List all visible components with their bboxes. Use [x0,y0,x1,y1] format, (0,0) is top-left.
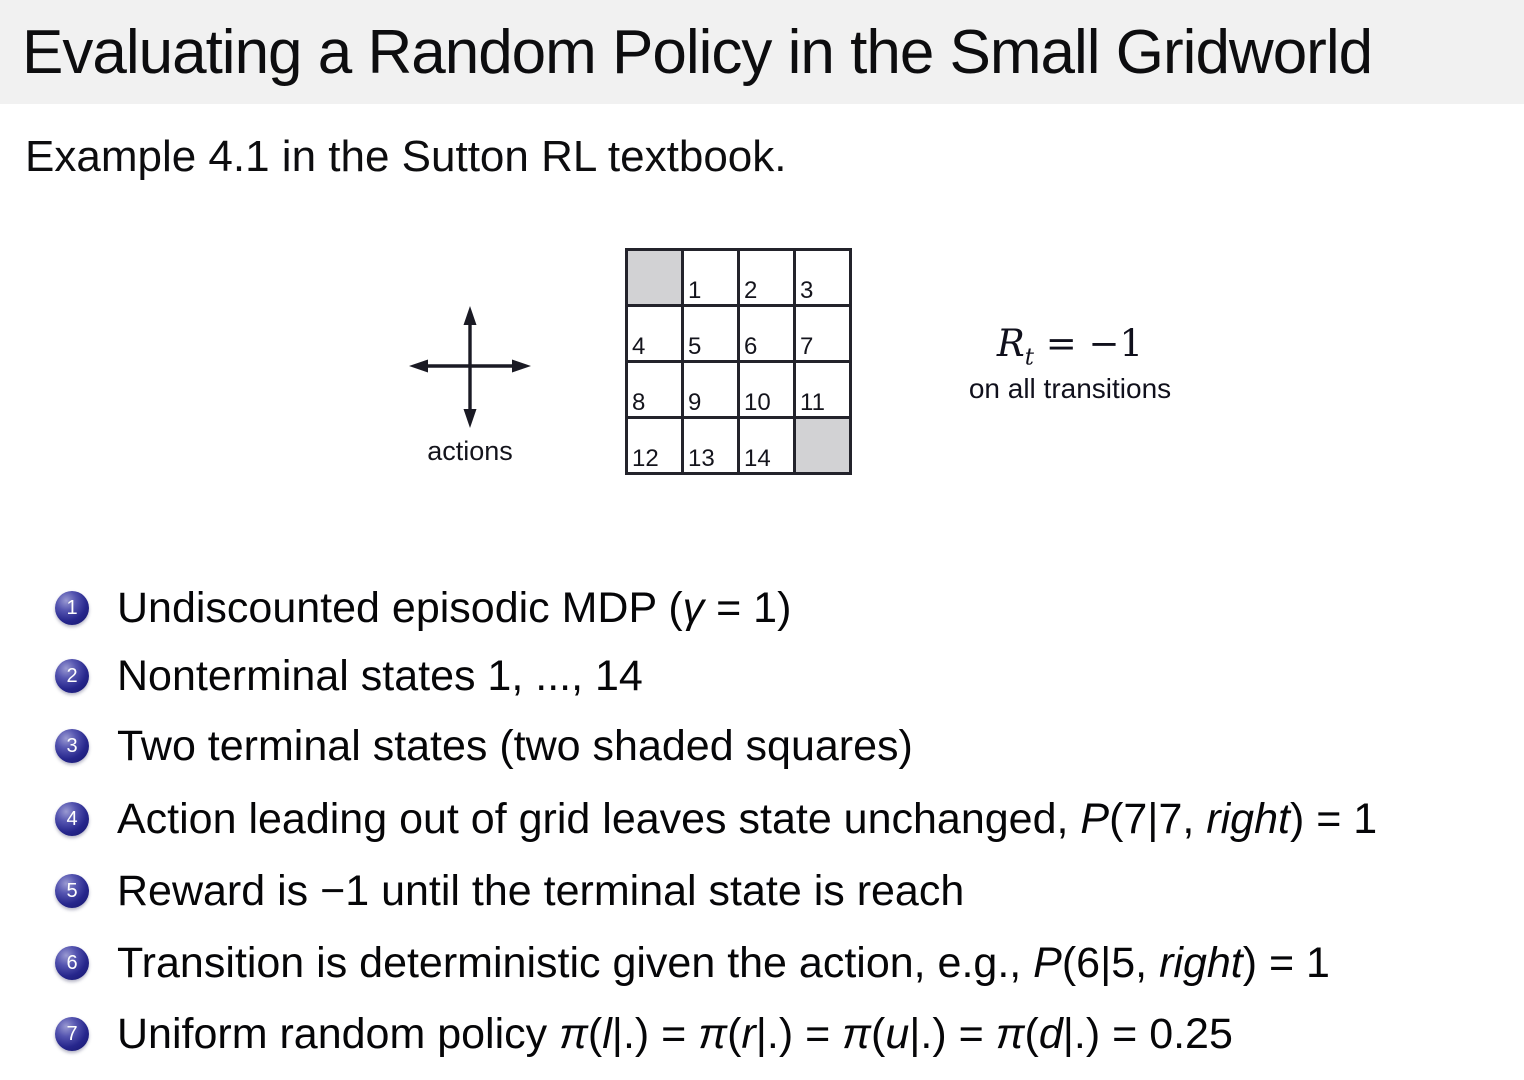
grid-cell-3: 3 [795,250,851,306]
math-pi: π [698,1009,728,1058]
slide-title-bar [0,0,1524,104]
enumeration-ball-icon [55,802,89,836]
list-item-5 [55,866,965,915]
grid-cell-14: 14 [739,418,795,474]
list-item-7 [55,1009,1233,1058]
grid-cell-4: 4 [627,306,683,362]
enumeration-ball-icon [55,659,89,693]
reward-var: R [996,322,1025,365]
text-segment: |.) = [611,1009,699,1058]
text-segment: = 1) [704,583,792,632]
grid-cell-6: 6 [739,306,795,362]
list-item-text [117,584,791,633]
ball-number: 5 [66,880,78,902]
reward-formula [900,322,1240,370]
list-item-3 [55,721,913,770]
list-item-text [117,1010,1233,1059]
grid-cell-2: 2 [739,250,795,306]
reward-annotation [900,322,1240,405]
enumeration-ball-icon [55,729,89,763]
list-item-1 [55,583,792,632]
grid-cell-1: 1 [683,250,739,306]
gridworld-grid [625,248,852,475]
slide-title: Evaluating a Random Policy in the Small Gridworld [22,17,1373,87]
text-segment: Action leading out of grid leaves state unchanged, [117,794,1081,843]
grid-row [627,250,851,306]
list-item-6 [55,938,1330,987]
text-segment: ( [727,1009,742,1058]
grid-cell-7: 7 [795,306,851,362]
text-segment: Nonterminal states 1, ..., 14 [117,651,643,700]
text-segment: |.) = [909,1009,996,1058]
slide-subtitle: Example 4.1 in the Sutton RL textbook. [25,132,787,181]
ball-number: 3 [66,735,78,757]
text-segment: ( [870,1009,886,1058]
ball-number: 1 [66,597,78,619]
grid-cell-11: 11 [795,362,851,418]
grid-row [627,362,851,418]
math-u: u [885,1009,910,1058]
list-item-text [117,795,1377,844]
grid-row [627,306,851,362]
actions-label: actions [427,436,513,466]
grid-cell-5: 5 [683,306,739,362]
math-pi: π [842,1009,871,1058]
list-item-text [117,722,913,771]
text-segment: ) = 1 [1289,794,1378,843]
text-segment: ( [1024,1009,1039,1058]
grid-cell-10: 10 [739,362,795,418]
text-segment: Two terminal states (two shaded squares) [117,721,913,770]
list-item-text [117,939,1330,988]
math-r: r [741,1009,756,1058]
list-item-text [117,867,964,916]
math-right: right [1206,794,1290,843]
grid-cell-9: 9 [683,362,739,418]
math-l: l [602,1009,612,1058]
text-segment: Uniform random policy [117,1009,560,1058]
enumeration-ball-icon [55,946,89,980]
reward-caption: on all transitions [968,373,1172,405]
math-gamma: γ [682,583,705,632]
ball-number: 4 [66,808,78,830]
text-segment: (7|7, [1109,794,1207,843]
text-segment: Transition is deterministic given the action, e.g., [117,938,1034,987]
actions-cross-icon [403,302,537,432]
text-segment: ( [587,1009,603,1058]
text-segment: Undiscounted episodic MDP ( [117,583,683,632]
text-segment: ) = 1 [1242,938,1330,987]
reward-subscript: t [1024,344,1034,371]
text-segment: |.) = 0.25 [1062,1009,1233,1058]
grid-cell-terminal-top-left [627,250,683,306]
grid-cell-12: 12 [627,418,683,474]
enumeration-ball-icon [55,874,89,908]
reward-equals: = −1 [1034,322,1144,365]
grid-cell-terminal-bottom-right [795,418,851,474]
enumeration-ball-icon [55,591,89,625]
grid-cell-13: 13 [683,418,739,474]
ball-number: 6 [66,952,78,974]
text-segment: (6|5, [1061,938,1160,987]
math-P: P [1080,794,1110,843]
math-pi: π [559,1009,588,1058]
grid-row [627,418,851,474]
math-pi: π [995,1009,1025,1058]
list-item-text [117,652,643,701]
list-item-2 [55,651,643,700]
enumeration-ball-icon [55,1017,89,1051]
math-right: right [1159,938,1243,987]
grid-cell-8: 8 [627,362,683,418]
text-segment: Reward is −1 until the terminal state is reach [117,866,965,915]
ball-number: 2 [66,665,78,687]
text-segment: |.) = [755,1009,843,1058]
ball-number: 7 [66,1023,78,1045]
list-item-4 [55,794,1378,843]
math-P: P [1033,938,1062,987]
math-d: d [1038,1009,1063,1058]
